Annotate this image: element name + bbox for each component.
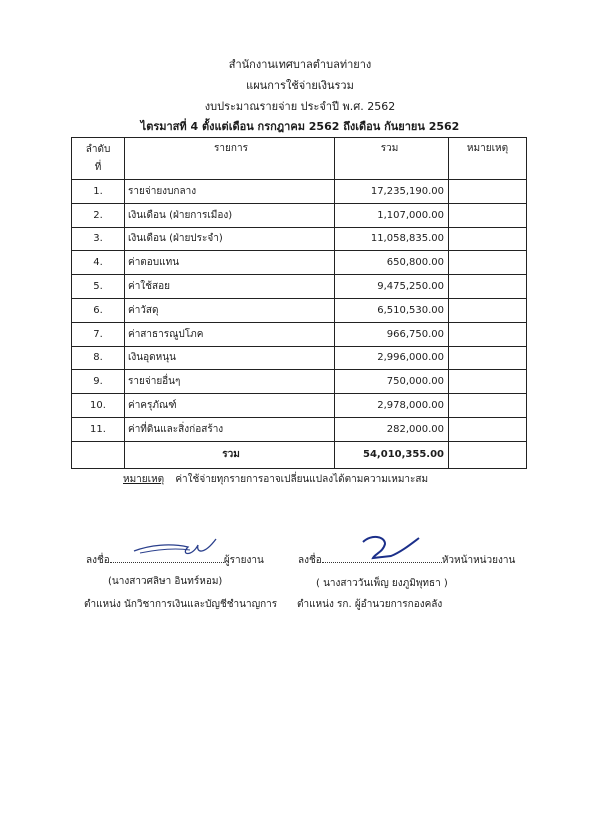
row-no: 1. xyxy=(72,180,125,204)
row-remark xyxy=(449,251,527,275)
row-amount: 11,058,835.00 xyxy=(335,227,449,251)
col-header-item: รายการ xyxy=(125,138,335,180)
row-no: 2. xyxy=(72,203,125,227)
row-item: ค่าครุภัณฑ์ xyxy=(125,394,335,418)
plan-title: แผนการใช้จ่ายเงินรวม xyxy=(246,79,354,92)
table-row xyxy=(72,394,527,418)
row-no: 11. xyxy=(72,417,125,441)
row-item: เงินเดือน (ฝ่ายประจำ) xyxy=(125,227,335,251)
row-no: 6. xyxy=(72,298,125,322)
row-remark xyxy=(449,322,527,346)
reporter-signature-scribble xyxy=(130,533,220,563)
remark-note xyxy=(123,472,428,487)
row-no: 10. xyxy=(72,394,125,418)
table-row xyxy=(72,298,527,322)
row-amount: 9,475,250.00 xyxy=(335,275,449,299)
row-item: ค่าที่ดินและสิ่งก่อสร้าง xyxy=(125,417,335,441)
row-amount: 17,235,190.00 xyxy=(335,180,449,204)
total-row xyxy=(72,441,527,468)
row-no: 5. xyxy=(72,275,125,299)
col-header-no: ลำดับ ที่ xyxy=(72,138,125,180)
col-header-remark: หมายเหตุ xyxy=(449,138,527,180)
row-remark xyxy=(449,370,527,394)
remark-label: หมายเหตุ xyxy=(123,474,165,485)
head-position: ตำแหน่ง รก. ผู้อำนวยการกองคลัง xyxy=(297,599,443,610)
row-amount: 1,107,000.00 xyxy=(335,203,449,227)
sign-prefix: ลงชื่อ xyxy=(298,555,322,566)
total-blank xyxy=(72,441,125,468)
row-item: เงินเดือน (ฝ่ายการเมือง) xyxy=(125,203,335,227)
total-remark xyxy=(449,441,527,468)
table-row xyxy=(72,370,527,394)
office-name: สำนักงานเทศบาลตำบลท่ายาง xyxy=(228,58,372,71)
table-row xyxy=(72,417,527,441)
head-signature-scribble xyxy=(355,530,425,566)
table-row xyxy=(72,227,527,251)
table-row xyxy=(72,251,527,275)
sign-role: ผู้รายงาน xyxy=(223,555,264,566)
quarter-range: ไตรมาสที่ 4 ตั้งแต่เดือน กรกฎาคม 2562 ถึงเดือน กันยายน 2562 xyxy=(140,120,460,133)
total-amount: 54,010,355.00 xyxy=(335,441,449,468)
row-no: 8. xyxy=(72,346,125,370)
row-no: 7. xyxy=(72,322,125,346)
row-no: 9. xyxy=(72,370,125,394)
row-amount: 282,000.00 xyxy=(335,417,449,441)
table-row xyxy=(72,180,527,204)
row-item: ค่าใช้สอย xyxy=(125,275,335,299)
reporter-name: (นางสาวศลิษา อินทร์หอม) xyxy=(108,576,223,587)
row-remark xyxy=(449,203,527,227)
row-amount: 2,996,000.00 xyxy=(335,346,449,370)
row-no: 3. xyxy=(72,227,125,251)
remark-text: ค่าใช้จ่ายทุกรายการอาจเปลี่ยนแปลงได้ตามความเหมาะสม xyxy=(175,474,429,485)
row-remark xyxy=(449,417,527,441)
row-no: 4. xyxy=(72,251,125,275)
row-remark xyxy=(449,298,527,322)
budget-year: งบประมาณรายจ่าย ประจำปี พ.ศ. 2562 xyxy=(204,100,396,113)
col-header-amount: รวม xyxy=(335,138,449,180)
row-amount: 650,800.00 xyxy=(335,251,449,275)
sign-role: หัวหน้าหน่วยงาน xyxy=(441,555,516,566)
table-row xyxy=(72,203,527,227)
row-remark xyxy=(449,275,527,299)
row-amount: 6,510,530.00 xyxy=(335,298,449,322)
head-name: ( นางสาววันเพ็ญ ยงภูมิพุทธา ) xyxy=(316,578,448,589)
row-remark xyxy=(449,227,527,251)
row-amount: 966,750.00 xyxy=(335,322,449,346)
table-row xyxy=(72,322,527,346)
row-item: ค่าตอบแทน xyxy=(125,251,335,275)
row-item: ค่าสาธารณูปโภค xyxy=(125,322,335,346)
row-item: ค่าวัสดุ xyxy=(125,298,335,322)
table-header-row xyxy=(72,138,527,180)
table-row xyxy=(72,346,527,370)
row-remark xyxy=(449,180,527,204)
table-row xyxy=(72,275,527,299)
row-amount: 2,978,000.00 xyxy=(335,394,449,418)
sign-prefix: ลงชื่อ xyxy=(86,555,110,566)
reporter-position: ตำแหน่ง นักวิชาการเงินและบัญชีชำนาญการ xyxy=(84,599,278,610)
budget-table xyxy=(71,137,527,469)
total-label: รวม xyxy=(125,441,335,468)
row-remark xyxy=(449,346,527,370)
row-item: รายจ่ายงบกลาง xyxy=(125,180,335,204)
row-item: รายจ่ายอื่นๆ xyxy=(125,370,335,394)
row-amount: 750,000.00 xyxy=(335,370,449,394)
row-remark xyxy=(449,394,527,418)
row-item: เงินอุดหนุน xyxy=(125,346,335,370)
